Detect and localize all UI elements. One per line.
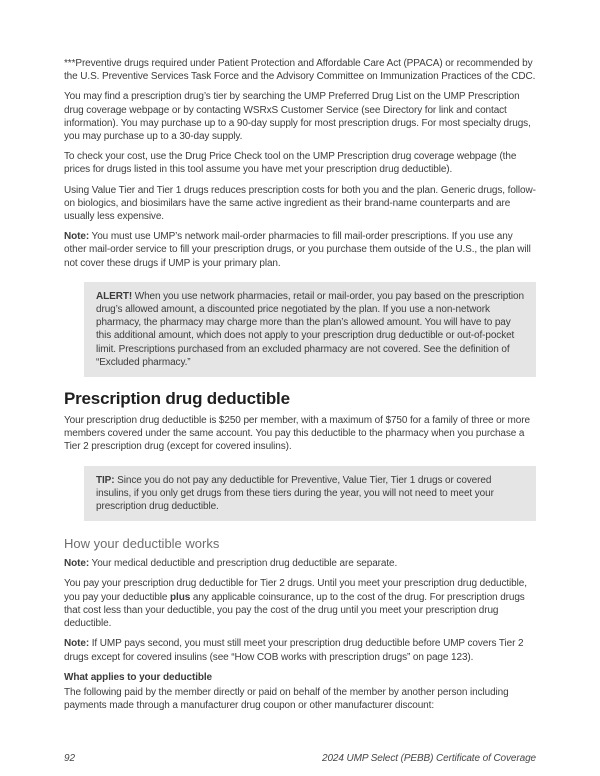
paragraph-tier2-deductible [64,577,536,630]
paragraph-what-applies-intro: The following paid by the member directly or paid on behalf of the member by another person including payments made through a manufacturer drug coupon or other manufacturer discount: [64,686,509,712]
page-number: 92 [64,753,75,764]
paragraph-preventive-drugs: ***Preventive drugs required under Patient Protection and Affordable Care Act (PPACA) or recommended by the U.S. Preventive Services Task Force and the Advisory Committee on Immunization Practices of the CDC. [64,58,536,83]
alert-label: ALERT! [96,290,133,302]
subheading-what-applies-to-deductible: What applies to your deductible [64,671,213,683]
paragraph-deductible-amount: Your prescription drug deductible is $250 per member, with a maximum of $750 for a family of three or more members covered under the same account. You pay this deductible to the pharmacy when you purchase a Tier 2 prescription drug (except for covered insulins). [64,415,530,453]
tip-box [84,466,536,522]
page-footer [64,753,536,764]
alert-box [84,282,536,377]
note-label: Note: [64,231,90,243]
bold-plus: plus [170,591,191,603]
footer-doc-title: 2024 UMP Select (PEBB) Certificate of Coverage [321,753,536,764]
note-separate-deductibles [64,557,536,570]
note-cob [64,637,536,663]
note-text: Your medical deductible and prescription drug deductible are separate. [89,558,398,570]
note-text: If UMP pays second, you must still meet your prescription drug deductible before UMP covers Tier 2 drugs except for covered insulins (see “How COB works with prescription drugs” on page 123). [64,638,524,663]
alert-text: When you use network pharmacies, retail or mail-order, you pay based on the prescription drug’s allowed amount, a discounted price negotiated by the plan. If you use a non-network pharmacy, the pharmacy may charge more than the plan’s allowed amount. You will have to pay this additional amount, which does not apply to your prescription drug deductible or out-of-pocket limit. Prescriptions purchased from an excluded pharmacy are not covered. See the definition of “Excluded pharmacy.” [96,290,524,368]
paragraph-drug-tier-lookup: You may find a prescription drug’s tier by searching the UMP Preferred Drug List on the UMP Prescription drug coverage webpage or by contacting WSRxS Customer Service (see Directory for link and contact information). You may purchase up to a 90-day supply for most prescription drugs. For most specialty drugs, you may purchase up to a 30-day supply. [64,91,531,143]
note-text: You must use UMP’s network mail-order pharmacies to fill mail-order prescriptions. If you use any other mail-order service to fill your prescription drugs, or you purchase them outside of the U.S., the plan will not cover these drugs if UMP is your primary plan. [64,231,531,269]
tip-label: TIP: [96,474,115,486]
heading-prescription-drug-deductible: Prescription drug deductible [64,389,290,409]
tip-text: Since you do not pay any deductible for Preventive, Value Tier, Tier 1 drugs or covered insulins, if you only get drugs from these tiers during the year, you will not need to meet your prescription drug deductible. [96,474,494,513]
note-mail-order [64,230,536,270]
note-label: Note: [64,638,90,650]
paragraph-drug-price-check: To check your cost, use the Drug Price Check tool on the UMP Prescription drug coverage webpage (the prices for drugs listed in this tool assume you have met your prescription drug deductible). [64,151,517,176]
paragraph-segment: You pay your prescription drug deductible for Tier 2 drugs. Until you meet your prescription drug deductible, you pay your deductible [64,578,527,603]
paragraph-value-tier: Using Value Tier and Tier 1 drugs reduces prescription costs for both you and the plan. Generic drugs, follow-on biologics, and biosimilars have the same active ingredient as their brand-name counterparts and are usually less expensive. [64,184,536,223]
paragraph-segment: any applicable coinsurance, up to the cost of the drug. For prescription drugs that cost less than your deductible, you pay the cost of the drug until you meet your prescription drug deductible. [64,591,525,630]
subheading-how-deductible-works: How your deductible works [64,536,220,552]
note-label: Note: [64,558,90,570]
